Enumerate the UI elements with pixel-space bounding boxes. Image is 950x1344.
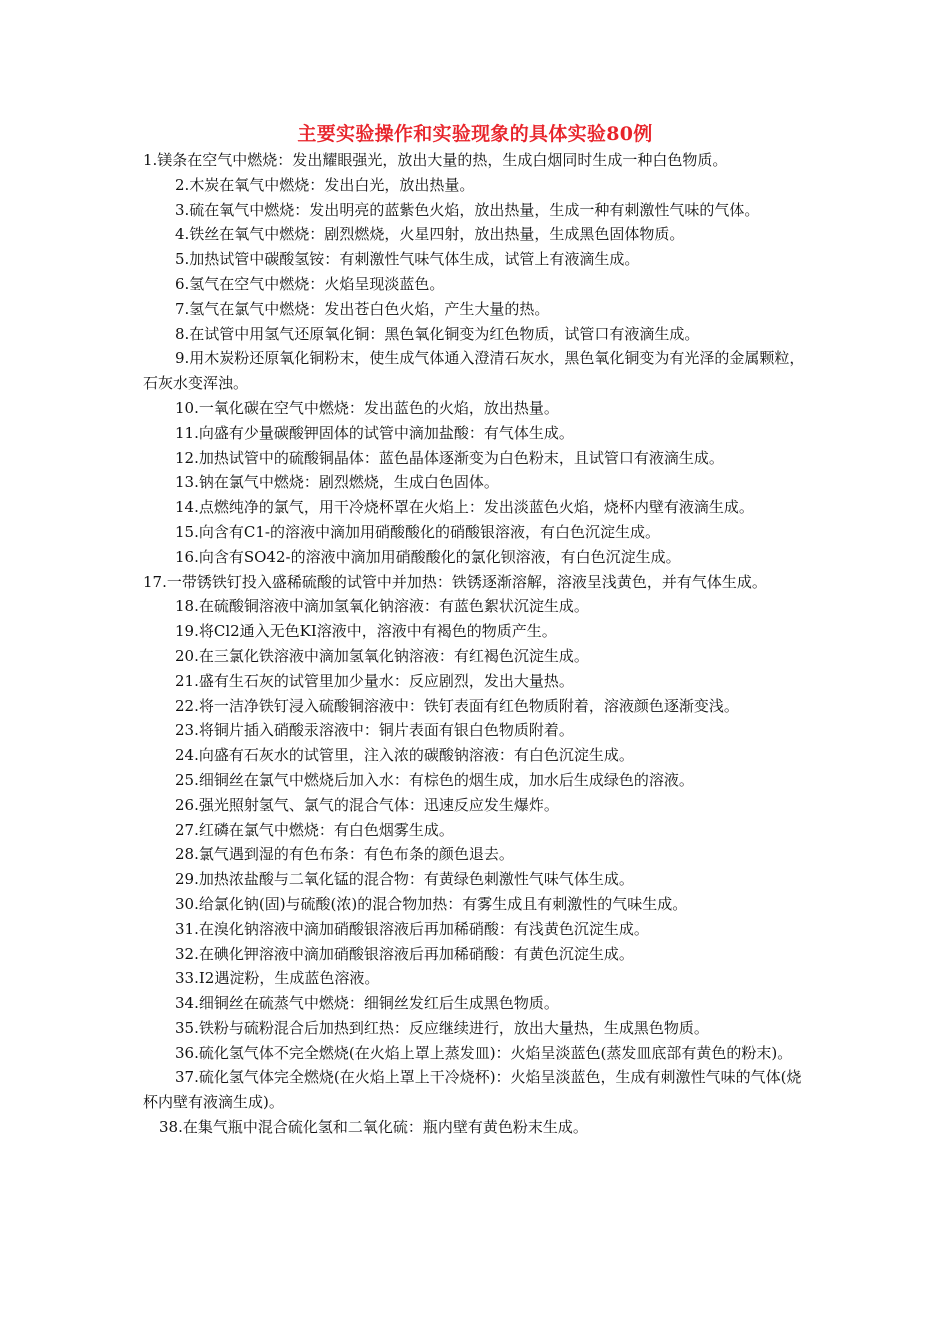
list-item: 8.在试管中用氢气还原氧化铜：黑色氧化铜变为红色物质，试管口有液滴生成。 [175,324,700,343]
list-item: 32.在碘化钾溶液中滴加硝酸银溶液后再加稀硝酸：有黄色沉淀生成。 [175,944,634,963]
list-item: 16.向含有SO42-的溶液中滴加用硝酸酸化的氯化钡溶液，有白色沉淀生成。 [175,547,681,566]
list-item: 34.细铜丝在硫蒸气中燃烧：细铜丝发红后生成黑色物质。 [175,994,559,1013]
list-item: 31.在溴化钠溶液中滴加硝酸银溶液后再加稀硝酸：有浅黄色沉淀生成。 [175,919,649,938]
list-item: 35.铁粉与硫粉混合后加热到红热：反应继续进行，放出大量热，生成黑色物质。 [175,1018,709,1037]
list-item: 38.在集气瓶中混合硫化氢和二氧化硫：瓶内壁有黄色粉末生成。 [159,1118,588,1137]
list-item: 23.将铜片插入硝酸汞溶液中：铜片表面有银白色物质附着。 [175,721,574,740]
list-item: 18.在硫酸铜溶液中滴加氢氧化钠溶液：有蓝色絮状沉淀生成。 [175,597,589,616]
list-item: 4.铁丝在氧气中燃烧：剧烈燃烧，火星四射，放出热量，生成黑色固体物质。 [175,225,685,244]
list-item: 6.氢气在空气中燃烧：火焰呈现淡蓝色。 [175,274,445,293]
list-item: 30.给氯化钠(固)与硫酸(浓)的混合物加热：有雾生成且有刺激性的气味生成。 [175,894,688,913]
list-item: 13.钠在氯气中燃烧：剧烈燃烧，生成白色固体。 [175,473,499,492]
list-item: 24.向盛有石灰水的试管里，注入浓的碳酸钠溶液：有白色沉淀生成。 [175,746,634,765]
list-item: 37.硫化氢气体完全燃烧(在火焰上罩上干冷烧杯)：火焰呈淡蓝色，生成有刺激性气味的气体(烧杯内壁有液滴生成)。 [143,1068,802,1112]
list-item: 20.在三氯化铁溶液中滴加氢氧化钠溶液：有红褐色沉淀生成。 [175,646,589,665]
list-item: 28.氯气遇到湿的有色布条：有色布条的颜色退去。 [175,845,514,864]
list-item: 33.I2遇淀粉，生成蓝色溶液。 [175,969,380,988]
list-item: 5.加热试管中碳酸氢铵：有刺激性气味气体生成，试管上有液滴生成。 [175,250,640,269]
list-item: 19.将Cl2通入无色KI溶液中，溶液中有褐色的物质产生。 [175,622,557,641]
list-item: 10.一氧化碳在空气中燃烧：发出蓝色的火焰，放出热量。 [175,398,559,417]
document-title: 主要实验操作和实验现象的具体实验80例 [297,123,653,145]
list-item: 21.盛有生石灰的试管里加少量水：反应剧烈，发出大量热。 [175,671,574,690]
list-item: 27.红磷在氯气中燃烧：有白色烟雾生成。 [175,820,454,839]
list-item: 1.镁条在空气中燃烧：发出耀眼强光，放出大量的热，生成白烟同时生成一种白色物质。 [143,151,728,169]
list-item: 15.向含有C1-的溶液中滴加用硝酸酸化的硝酸银溶液，有白色沉淀生成。 [175,522,660,541]
list-item: 11.向盛有少量碳酸钾固体的试管中滴加盐酸：有气体生成。 [175,423,574,442]
list-item: 7.氢气在氯气中燃烧：发出苍白色火焰，产生大量的热。 [175,299,550,318]
list-item: 2.木炭在氧气中燃烧：发出白光，放出热量。 [175,175,475,194]
list-item: 3.硫在氧气中燃烧：发出明亮的蓝紫色火焰，放出热量，生成一种有刺激性气味的气体。 [175,200,760,219]
list-item: 22.将一洁净铁钉浸入硫酸铜溶液中：铁钉表面有红色物质附着，溶液颜色逐渐变浅。 [175,696,739,715]
list-item: 9.用木炭粉还原氧化铜粉末，使生成气体通入澄清石灰水，黑色氧化铜变为有光泽的金属颗粒，石灰水变浑浊。 [143,349,805,393]
experiment-list [143,148,815,1140]
list-item: 29.加热浓盐酸与二氧化锰的混合物：有黄绿色刺激性气味气体生成。 [175,870,634,889]
list-item: 36.硫化氢气体不完全燃烧(在火焰上罩上蒸发皿)：火焰呈淡蓝色(蒸发皿底部有黄色的粉末)。 [175,1043,793,1062]
list-item: 17.一带锈铁钉投入盛稀硫酸的试管中并加热：铁锈逐渐溶解，溶液呈浅黄色，并有气体生成。 [143,572,767,591]
list-item: 26.强光照射氢气、氯气的混合气体：迅速反应发生爆炸。 [175,795,559,814]
list-item: 12.加热试管中的硫酸铜晶体：蓝色晶体逐渐变为白色粉末，且试管口有液滴生成。 [175,448,724,467]
list-item: 14.点燃纯净的氯气，用干冷烧杯罩在火焰上：发出淡蓝色火焰，烧杯内壁有液滴生成。 [175,498,754,517]
list-item: 25.细铜丝在氯气中燃烧后加入水：有棕色的烟生成，加水后生成绿色的溶液。 [175,770,694,789]
